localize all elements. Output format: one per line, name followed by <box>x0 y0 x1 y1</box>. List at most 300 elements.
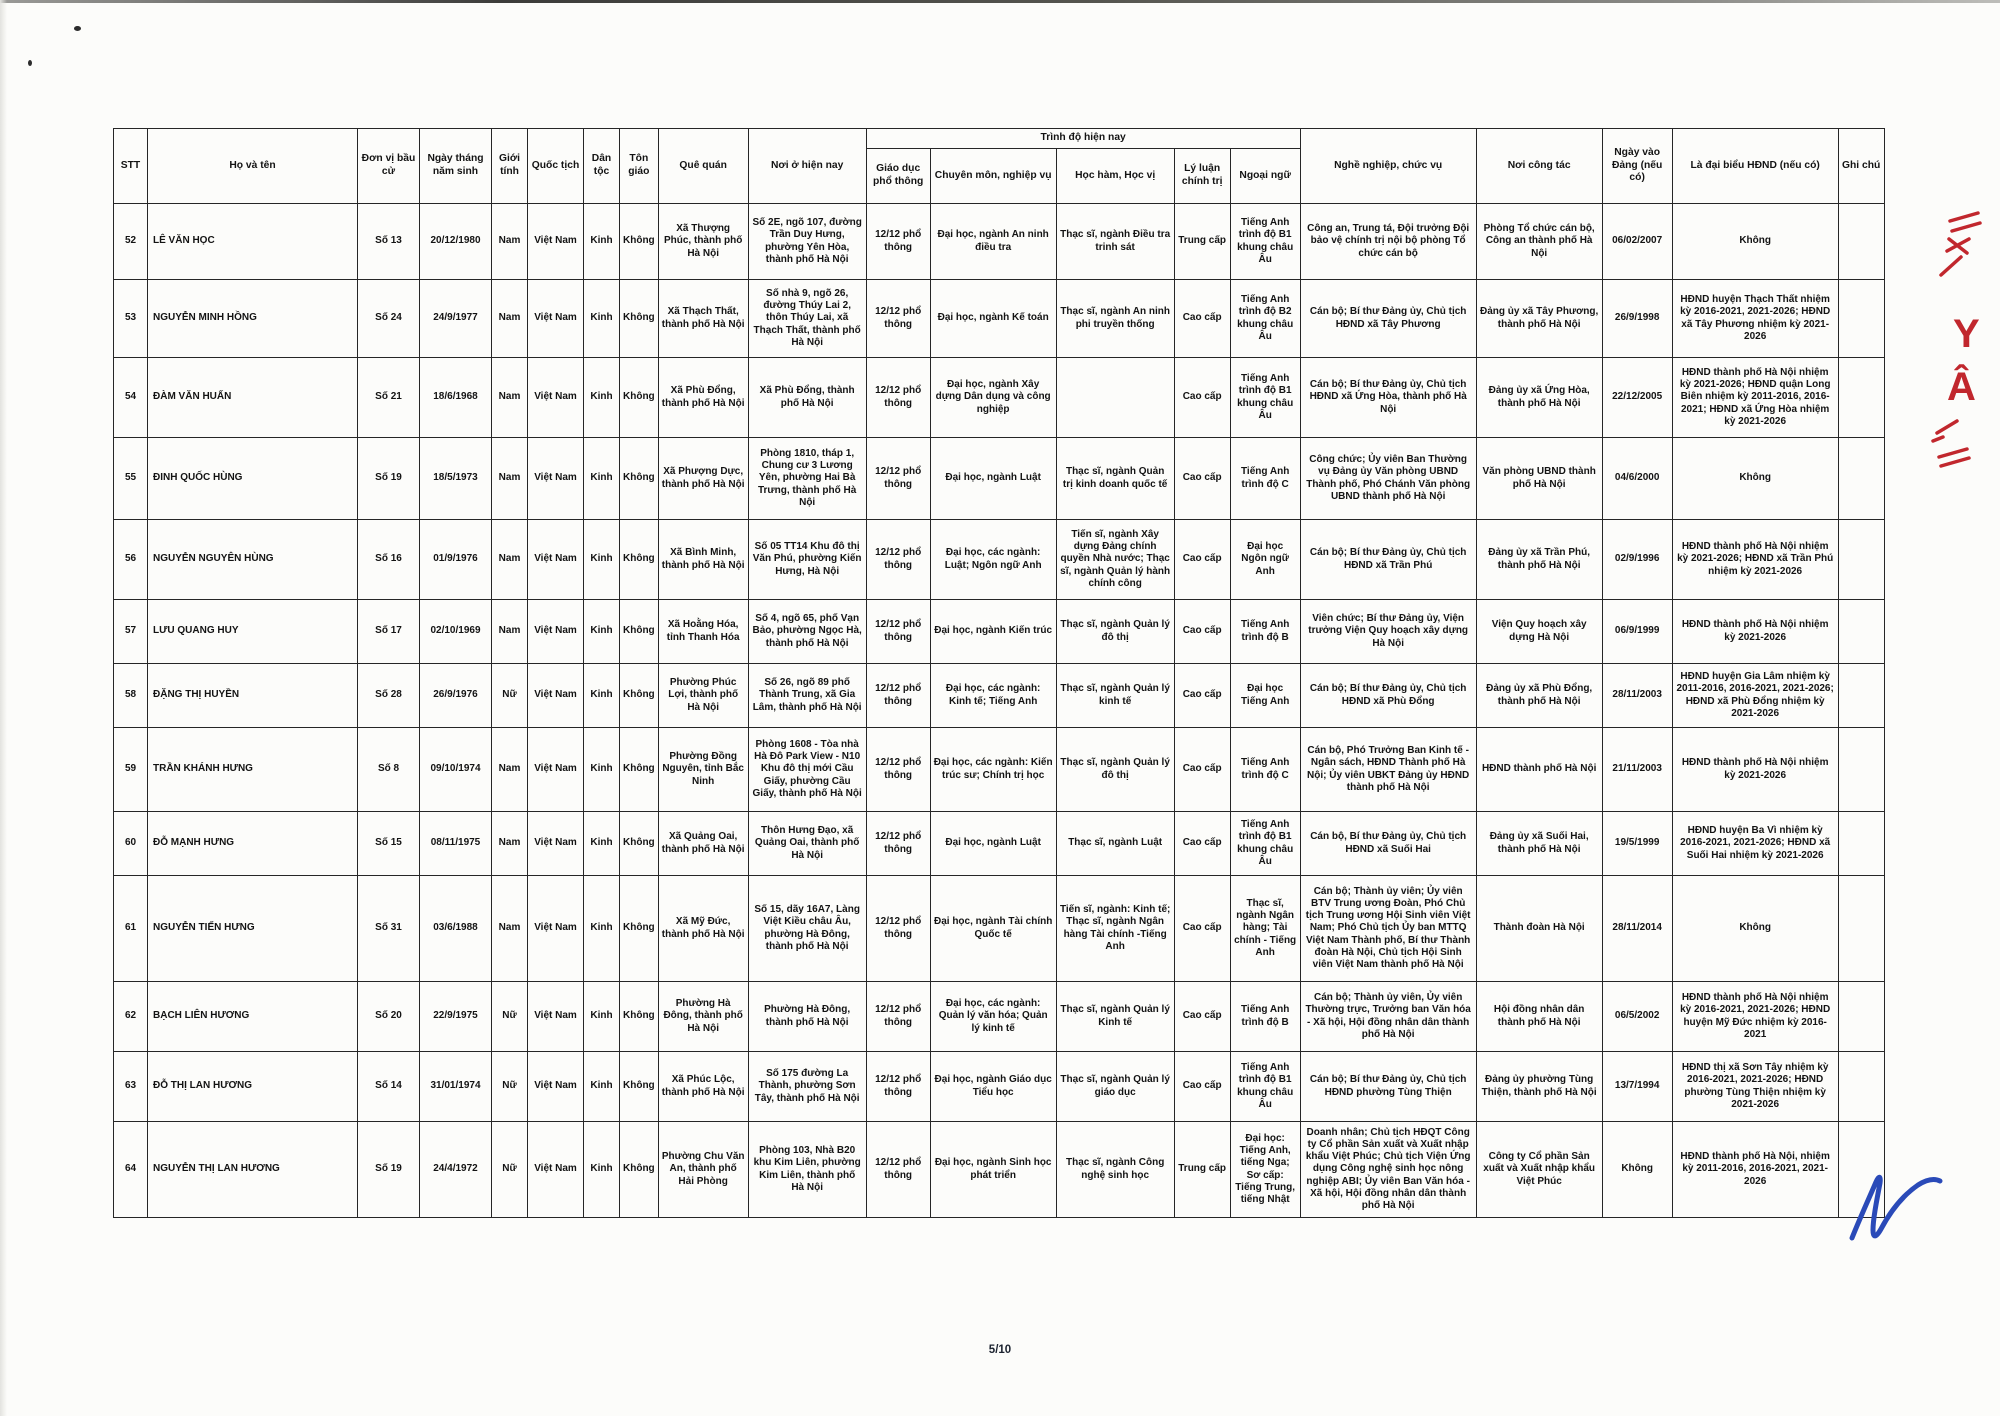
table-cell: Số 17 <box>358 600 420 664</box>
table-cell <box>1838 812 1884 876</box>
table-cell: Phường Hà Đông, thành phố Hà Nội <box>658 982 748 1052</box>
cell-full-name: ĐINH QUỐC HÙNG <box>148 438 358 520</box>
table-cell: Kinh <box>584 280 620 358</box>
table-cell: Số 21 <box>358 358 420 438</box>
table-cell: Nam <box>492 812 528 876</box>
table-cell: Cao cấp <box>1174 600 1230 664</box>
column-subheader: Lý luận chính trị <box>1174 149 1230 204</box>
table-cell: 12/12 phổ thông <box>866 520 930 600</box>
table-cell: Kinh <box>584 204 620 280</box>
table-cell: Thạc sĩ, ngành Ngân hàng; Tài chính - Tiếng Anh <box>1230 876 1300 982</box>
table-cell: Việt Nam <box>528 664 584 728</box>
table-row <box>114 1052 1885 1122</box>
table-row <box>114 982 1885 1052</box>
cell-full-name: NGUYỄN NGUYÊN HÙNG <box>148 520 358 600</box>
table-cell: Nam <box>492 358 528 438</box>
table-cell: Kinh <box>584 438 620 520</box>
table-cell: Cao cấp <box>1174 876 1230 982</box>
column-header: Ngày tháng năm sinh <box>420 129 492 204</box>
table-cell: Số 19 <box>358 1122 420 1218</box>
red-pen-marks <box>1895 195 2000 485</box>
table-cell: Thạc sĩ, ngành Điều tra trinh sát <box>1056 204 1174 280</box>
table-cell: Đại học, ngành Kiến trúc <box>930 600 1056 664</box>
table-row <box>114 438 1885 520</box>
column-header: Tôn giáo <box>620 129 659 204</box>
table-cell: Không <box>620 982 659 1052</box>
table-cell: Cán bộ; Bí thư Đảng ủy, Chủ tịch HĐND xã Trần Phú <box>1300 520 1476 600</box>
table-cell: 57 <box>114 600 148 664</box>
table-cell: Viện Quy hoạch xây dựng Hà Nội <box>1476 600 1602 664</box>
cell-full-name: ĐÀM VĂN HUẤN <box>148 358 358 438</box>
column-header: Dân tộc <box>584 129 620 204</box>
column-header: Họ và tên <box>148 129 358 204</box>
table-cell: Số 24 <box>358 280 420 358</box>
table-cell <box>1838 728 1884 812</box>
table-cell: Đại học, các ngành: Kiến trúc sư; Chính trị học <box>930 728 1056 812</box>
table-cell: 12/12 phổ thông <box>866 664 930 728</box>
table-cell: Cán bộ; Bí thư Đảng ủy, Chủ tịch HĐND xã Ứng Hòa, thành phố Hà Nội <box>1300 358 1476 438</box>
table-cell: Đại học, ngành Luật <box>930 438 1056 520</box>
table-cell: 03/6/1988 <box>420 876 492 982</box>
table-cell: 53 <box>114 280 148 358</box>
cell-full-name: NGUYỄN TIẾN HƯNG <box>148 876 358 982</box>
table-cell: 28/11/2014 <box>1602 876 1672 982</box>
table-cell <box>1838 358 1884 438</box>
table-cell: Cao cấp <box>1174 982 1230 1052</box>
table-cell: Đại học: Tiếng Anh, tiếng Nga; Sơ cấp: Tiếng Trung, tiếng Nhật <box>1230 1122 1300 1218</box>
table-cell: Cao cấp <box>1174 664 1230 728</box>
table-row <box>114 600 1885 664</box>
table-cell: 55 <box>114 438 148 520</box>
scan-speck <box>28 60 32 66</box>
table-cell: 18/6/1968 <box>420 358 492 438</box>
table-cell: HĐND huyện Thạch Thất nhiệm kỳ 2016-2021, 2021-2026; HĐND xã Tây Phương nhiệm kỳ 2021-2026 <box>1672 280 1838 358</box>
table-cell: Cán bộ; Bí thư Đảng ủy, Chủ tịch HĐND phường Tùng Thiện <box>1300 1052 1476 1122</box>
delegates-table <box>113 128 1885 1218</box>
blue-signature-initial <box>1840 1160 1950 1260</box>
table-cell: Phường Phúc Lợi, thành phố Hà Nội <box>658 664 748 728</box>
table-cell: Tiếng Anh trình độ B <box>1230 982 1300 1052</box>
table-cell: HĐND thành phố Hà Nội nhiệm kỳ 2016-2021, 2021-2026; HĐND huyện Mỹ Đức nhiệm kỳ 2016-2021 <box>1672 982 1838 1052</box>
table-cell: Số 26, ngõ 89 phố Thành Trung, xã Gia Lâm, thành phố Hà Nội <box>748 664 866 728</box>
column-group-header: Trình độ hiện nay <box>866 129 1300 149</box>
column-header: Quốc tịch <box>528 129 584 204</box>
table-cell <box>1838 600 1884 664</box>
column-subheader: Chuyên môn, nghiệp vụ <box>930 149 1056 204</box>
scan-shadow-strip <box>0 0 7 1416</box>
table-cell: 52 <box>114 204 148 280</box>
table-cell: HĐND thành phố Hà Nội <box>1476 728 1602 812</box>
cell-full-name: ĐỖ MẠNH HƯNG <box>148 812 358 876</box>
table-cell: Nữ <box>492 664 528 728</box>
red-check-mark <box>1933 437 1943 441</box>
table-cell: 26/9/1998 <box>1602 280 1672 358</box>
table-cell: Không <box>620 520 659 600</box>
table-cell: Nam <box>492 438 528 520</box>
table-cell: 04/6/2000 <box>1602 438 1672 520</box>
table-cell: 18/5/1973 <box>420 438 492 520</box>
table-cell: Kinh <box>584 1122 620 1218</box>
table-cell: HĐND thành phố Hà Nội nhiệm kỳ 2021-2026 <box>1672 728 1838 812</box>
column-header: Là đại biểu HĐND (nếu có) <box>1672 129 1838 204</box>
table-cell: Tiếng Anh trình độ B1 khung châu Âu <box>1230 812 1300 876</box>
table-cell: Việt Nam <box>528 600 584 664</box>
table-cell: 19/5/1999 <box>1602 812 1672 876</box>
red-slash-mark <box>1939 449 1967 457</box>
table-cell: Kinh <box>584 1052 620 1122</box>
table-cell: Nam <box>492 600 528 664</box>
table-cell: Cao cấp <box>1174 280 1230 358</box>
column-header: Đơn vị bầu cử <box>358 129 420 204</box>
table-cell: 12/12 phổ thông <box>866 728 930 812</box>
table-cell: Nam <box>492 280 528 358</box>
table-cell: Việt Nam <box>528 358 584 438</box>
table-cell: Phòng 1608 - Tòa nhà Hà Đô Park View - N10 Khu đô thị mới Cầu Giấy, phường Cầu Giấy, thành phố Hà Nội <box>748 728 866 812</box>
table-cell: 31/01/1974 <box>420 1052 492 1122</box>
table-row <box>114 664 1885 728</box>
table-cell: Việt Nam <box>528 982 584 1052</box>
table-cell: 56 <box>114 520 148 600</box>
table-cell: Tiếng Anh trình độ C <box>1230 438 1300 520</box>
table-cell: Tiếng Anh trình độ C <box>1230 728 1300 812</box>
table-cell: Không <box>1672 876 1838 982</box>
column-header: STT <box>114 129 148 204</box>
table-cell: Thạc sĩ, ngành Công nghệ sinh học <box>1056 1122 1174 1218</box>
table-cell: Công chức; Ủy viên Ban Thường vụ Đảng ủy Văn phòng UBND Thành phố, Phó Chánh Văn phòng UBND thành phố Hà Nội <box>1300 438 1476 520</box>
table-cell: HĐND huyện Gia Lâm nhiệm kỳ 2011-2016, 2016-2021, 2021-2026; HĐND xã Phù Đổng nhiệm kỳ 2021-2026 <box>1672 664 1838 728</box>
table-row <box>114 1122 1885 1218</box>
table-cell: 12/12 phổ thông <box>866 358 930 438</box>
table-row <box>114 728 1885 812</box>
column-header: Ngày vào Đảng (nếu có) <box>1602 129 1672 204</box>
table-cell: 12/12 phổ thông <box>866 1052 930 1122</box>
table-cell: 58 <box>114 664 148 728</box>
table-cell: HĐND thành phố Hà Nội nhiệm kỳ 2021-2026; HĐND quận Long Biên nhiệm kỳ 2011-2016, 2016-2021; HĐND xã Ứng Hòa nhiệm kỳ 2021-2026 <box>1672 358 1838 438</box>
table-cell: 26/9/1976 <box>420 664 492 728</box>
table-cell: Đảng ủy phường Tùng Thiện, thành phố Hà Nội <box>1476 1052 1602 1122</box>
table-cell: Trung cấp <box>1174 1122 1230 1218</box>
table-body <box>114 204 1885 1218</box>
table-cell <box>1056 358 1174 438</box>
red-letter-y: Y <box>1953 312 1980 356</box>
table-cell: Việt Nam <box>528 280 584 358</box>
table-cell: Kinh <box>584 982 620 1052</box>
table-cell: Không <box>1672 438 1838 520</box>
table-cell: Phòng Tổ chức cán bộ, Công an thành phố Hà Nội <box>1476 204 1602 280</box>
table-cell: 61 <box>114 876 148 982</box>
table-header <box>114 129 1885 204</box>
table-cell <box>1838 520 1884 600</box>
column-subheader: Học hàm, Học vị <box>1056 149 1174 204</box>
table-cell: Cán bộ, Bí thư Đảng ủy, Chủ tịch HĐND xã Suối Hai <box>1300 812 1476 876</box>
table-cell: HĐND thành phố Hà Nội, nhiệm kỳ 2011-2016, 2016-2021, 2021-2026 <box>1672 1122 1838 1218</box>
table-cell: Văn phòng UBND thành phố Hà Nội <box>1476 438 1602 520</box>
table-cell: Cán bộ; Bí thư Đảng ủy, Chủ tịch HĐND xã Phù Đổng <box>1300 664 1476 728</box>
table-cell: Đảng ủy xã Tây Phương, thành phố Hà Nội <box>1476 280 1602 358</box>
table-cell: Đảng ủy xã Trần Phú, thành phố Hà Nội <box>1476 520 1602 600</box>
table-cell: Phòng 1810, tháp 1, Chung cư 3 Lương Yên, phường Hai Bà Trưng, thành phố Hà Nội <box>748 438 866 520</box>
scan-speck <box>74 26 81 31</box>
table-cell: Cán bộ, Phó Trưởng Ban Kinh tế - Ngân sách, HĐND Thành phố Hà Nội; Ủy viên UBKT Đảng ủy HĐND thành phố Hà Nội <box>1300 728 1476 812</box>
table-cell: Đại học, các ngành: Kinh tế; Tiếng Anh <box>930 664 1056 728</box>
table-cell: Xã Mỹ Đức, thành phố Hà Nội <box>658 876 748 982</box>
table-cell: HĐND thành phố Hà Nội nhiệm kỳ 2021-2026; HĐND xã Trần Phú nhiệm kỳ 2021-2026 <box>1672 520 1838 600</box>
table-cell: Nam <box>492 204 528 280</box>
table-cell: Xã Phù Đổng, thành phố Hà Nội <box>748 358 866 438</box>
table-cell: 02/9/1996 <box>1602 520 1672 600</box>
table-cell: Tiếng Anh trình độ B <box>1230 600 1300 664</box>
column-header: Quê quán <box>658 129 748 204</box>
page-number: 5/10 <box>988 1344 1012 1356</box>
table-cell: Số 05 TT14 Khu đô thị Văn Phú, phường Kiến Hưng, Hà Nội <box>748 520 866 600</box>
table-cell: Việt Nam <box>528 728 584 812</box>
table-cell: 63 <box>114 1052 148 1122</box>
table-cell: Không <box>620 876 659 982</box>
table-cell: 62 <box>114 982 148 1052</box>
table-cell: Công ty Cổ phần Sản xuất và Xuất nhập khẩu Việt Phúc <box>1476 1122 1602 1218</box>
table-cell: 54 <box>114 358 148 438</box>
table-cell: Trung cấp <box>1174 204 1230 280</box>
cell-full-name: ĐẶNG THỊ HUYỀN <box>148 664 358 728</box>
table-cell: 02/10/1969 <box>420 600 492 664</box>
table-cell: Đại học, các ngành: Luật; Ngôn ngữ Anh <box>930 520 1056 600</box>
table-cell: Xã Hoằng Hóa, tỉnh Thanh Hóa <box>658 600 748 664</box>
table-cell: Kinh <box>584 876 620 982</box>
table-cell <box>1838 204 1884 280</box>
column-header: Giới tính <box>492 129 528 204</box>
table-cell: Xã Phúc Lộc, thành phố Hà Nội <box>658 1052 748 1122</box>
table-cell: Xã Bình Minh, thành phố Hà Nội <box>658 520 748 600</box>
table-row <box>114 204 1885 280</box>
table-cell: Việt Nam <box>528 1052 584 1122</box>
table-cell <box>1838 438 1884 520</box>
table-cell: Đại học, ngành Tài chính Quốc tế <box>930 876 1056 982</box>
table-cell: Số 8 <box>358 728 420 812</box>
table-cell: Việt Nam <box>528 812 584 876</box>
table-cell: Số 13 <box>358 204 420 280</box>
table-cell: Cao cấp <box>1174 812 1230 876</box>
table-cell: Viên chức; Bí thư Đảng ủy, Viện trưởng Viện Quy hoạch xây dựng Hà Nội <box>1300 600 1476 664</box>
table-cell: Đại học, ngành Kế toán <box>930 280 1056 358</box>
table-cell: Số nhà 9, ngõ 26, đường Thúy Lai 2, thôn Thúy Lai, xã Thạch Thất, thành phố Hà Nội <box>748 280 866 358</box>
table-cell: 24/4/1972 <box>420 1122 492 1218</box>
table-cell: Không <box>620 664 659 728</box>
table-cell: Kinh <box>584 664 620 728</box>
table-cell: Nữ <box>492 1122 528 1218</box>
table-cell: Xã Thượng Phúc, thành phố Hà Nội <box>658 204 748 280</box>
table-cell: 08/11/1975 <box>420 812 492 876</box>
table-cell: 06/5/2002 <box>1602 982 1672 1052</box>
table-cell: Phường Đồng Nguyên, tỉnh Bắc Ninh <box>658 728 748 812</box>
table-cell: Thạc sĩ, ngành Quản lý đô thị <box>1056 728 1174 812</box>
table-cell: Nữ <box>492 1052 528 1122</box>
column-header: Nghề nghiệp, chức vụ <box>1300 129 1476 204</box>
table-cell: 22/12/2005 <box>1602 358 1672 438</box>
table-cell <box>1838 876 1884 982</box>
column-header: Ghi chú <box>1838 129 1884 204</box>
table-cell: Cán bộ; Thành ủy viên; Ủy viên BTV Trung ương Đoàn, Phó Chủ tịch Trung ương Hội Sinh viên Việt Nam; Phó Chủ tịch Ủy ban MTTQ Việt Nam Thành phố, Bí thư Thành đoàn Hà Nội, Chủ tịch Hội Sinh viên Việt Nam thành phố Hà Nội <box>1300 876 1476 982</box>
table-cell: Xã Thạch Thất, thành phố Hà Nội <box>658 280 748 358</box>
table-cell: Phòng 103, Nhà B20 khu Kim Liên, phường Kim Liên, thành phố Hà Nội <box>748 1122 866 1218</box>
cell-full-name: LƯU QUANG HUY <box>148 600 358 664</box>
red-slash-mark <box>1941 257 1961 275</box>
table-cell: Không <box>620 600 659 664</box>
scan-edge-artifact <box>0 0 2000 3</box>
table-cell: Đại học Tiếng Anh <box>1230 664 1300 728</box>
table-cell: Tiến sĩ, ngành: Kinh tế; Thạc sĩ, ngành Ngân hàng Tài chính -Tiếng Anh <box>1056 876 1174 982</box>
column-subheader: Ngoại ngữ <box>1230 149 1300 204</box>
table-cell: Đại học, ngành Sinh học phát triển <box>930 1122 1056 1218</box>
table-cell: Số 28 <box>358 664 420 728</box>
table-cell: Tiếng Anh trình độ B1 khung châu Âu <box>1230 204 1300 280</box>
table-cell: Đảng ủy xã Ứng Hòa, thành phố Hà Nội <box>1476 358 1602 438</box>
table-cell: Việt Nam <box>528 438 584 520</box>
table-cell: 28/11/2003 <box>1602 664 1672 728</box>
table-cell: Số 15, dãy 16A7, Làng Việt Kiều châu Âu, phường Hà Đông, thành phố Hà Nội <box>748 876 866 982</box>
table-cell <box>1838 664 1884 728</box>
table-cell: Hội đồng nhân dân thành phố Hà Nội <box>1476 982 1602 1052</box>
table-cell: Việt Nam <box>528 876 584 982</box>
table-cell: Nữ <box>492 982 528 1052</box>
table-cell: Không <box>620 204 659 280</box>
table-cell: Số 4, ngõ 65, phố Vạn Bảo, phường Ngọc Hà, thành phố Hà Nội <box>748 600 866 664</box>
table-cell: Nam <box>492 520 528 600</box>
cell-full-name: ĐỖ THỊ LAN HƯƠNG <box>148 1052 358 1122</box>
table-cell: Thạc sĩ, ngành Quản lý giáo dục <box>1056 1052 1174 1122</box>
column-header: Nơi công tác <box>1476 129 1602 204</box>
table-cell: 01/9/1976 <box>420 520 492 600</box>
table-cell: Cao cấp <box>1174 520 1230 600</box>
table-cell: Xã Quảng Oai, thành phố Hà Nội <box>658 812 748 876</box>
table-cell: 12/12 phổ thông <box>866 280 930 358</box>
red-slash-mark <box>1952 223 1980 231</box>
table-cell: 12/12 phổ thông <box>866 204 930 280</box>
table-cell: Số 175 đường La Thành, phường Sơn Tây, thành phố Hà Nội <box>748 1052 866 1122</box>
cell-full-name: NGUYỄN THỊ LAN HƯƠNG <box>148 1122 358 1218</box>
red-slash-mark <box>1941 458 1969 466</box>
table-row <box>114 520 1885 600</box>
table-row <box>114 812 1885 876</box>
table-cell: Thôn Hưng Đạo, xã Quảng Oai, thành phố Hà Nội <box>748 812 866 876</box>
table-cell: 09/10/1974 <box>420 728 492 812</box>
table-cell: Đại học, ngành Giáo dục Tiểu học <box>930 1052 1056 1122</box>
table-cell: 06/9/1999 <box>1602 600 1672 664</box>
cell-full-name: TRẦN KHÁNH HƯNG <box>148 728 358 812</box>
table-cell: 21/11/2003 <box>1602 728 1672 812</box>
table-cell: Cao cấp <box>1174 1052 1230 1122</box>
table-cell: HĐND thị xã Sơn Tây nhiệm kỳ 2016-2021, 2021-2026; HĐND phường Tùng Thiện nhiệm kỳ 2021-2026 <box>1672 1052 1838 1122</box>
table-cell: Số 19 <box>358 438 420 520</box>
table-cell: HĐND thành phố Hà Nội nhiệm kỳ 2021-2026 <box>1672 600 1838 664</box>
table-cell: Nam <box>492 876 528 982</box>
table-cell: Kinh <box>584 358 620 438</box>
table-cell: Số 20 <box>358 982 420 1052</box>
table-cell: Đảng ủy xã Suối Hai, thành phố Hà Nội <box>1476 812 1602 876</box>
table-cell: Doanh nhân; Chủ tịch HĐQT Công ty Cổ phần Sản xuất và Xuất nhập khẩu Việt Phúc; Chủ tịch Viện Ứng dụng Công nghệ sinh học nông nghiệp ABI; Ủy viên Ban Văn hóa - Xã hội, Hội đồng nhân dân thành phố Hà Nội <box>1300 1122 1476 1218</box>
table-cell: 12/12 phổ thông <box>866 812 930 876</box>
table-cell: 22/9/1975 <box>420 982 492 1052</box>
table-cell: Không <box>620 728 659 812</box>
table-cell: Đại học, ngành Xây dựng Dân dụng và công nghiệp <box>930 358 1056 438</box>
red-check-mark <box>1937 421 1957 433</box>
table-cell: 12/12 phổ thông <box>866 982 930 1052</box>
table-cell: Kinh <box>584 600 620 664</box>
table-cell: Số 2E, ngõ 107, đường Trần Duy Hưng, phường Yên Hòa, thành phố Hà Nội <box>748 204 866 280</box>
table-cell: HĐND huyện Ba Vì nhiệm kỳ 2016-2021, 2021-2026; HĐND xã Suối Hai nhiệm kỳ 2021-2026 <box>1672 812 1838 876</box>
table-cell: 12/12 phổ thông <box>866 1122 930 1218</box>
table-cell: Thạc sĩ, ngành Luật <box>1056 812 1174 876</box>
table-cell: Đại học, các ngành: Quản lý văn hóa; Quản lý kinh tế <box>930 982 1056 1052</box>
table-cell <box>1838 1052 1884 1122</box>
table-cell: Công an, Trung tá, Đội trưởng Đội bảo vệ chính trị nội bộ phòng Tổ chức cán bộ <box>1300 204 1476 280</box>
table-cell: Không <box>620 1052 659 1122</box>
table-cell: Kinh <box>584 728 620 812</box>
table-cell: Số 16 <box>358 520 420 600</box>
table-cell: Việt Nam <box>528 204 584 280</box>
table-cell: Nam <box>492 728 528 812</box>
table-cell: Không <box>620 1122 659 1218</box>
table-cell: 12/12 phổ thông <box>866 876 930 982</box>
table-cell: Thạc sĩ, ngành Quản lý kinh tế <box>1056 664 1174 728</box>
table-row <box>114 358 1885 438</box>
table-cell: Tiếng Anh trình độ B1 khung châu Âu <box>1230 1052 1300 1122</box>
table-cell: Đại học Ngôn ngữ Anh <box>1230 520 1300 600</box>
table-cell: Không <box>620 358 659 438</box>
table-cell: Việt Nam <box>528 1122 584 1218</box>
table-cell: Không <box>620 280 659 358</box>
table-cell: Tiếng Anh trình độ B1 khung châu Âu <box>1230 358 1300 438</box>
table-cell: 12/12 phổ thông <box>866 438 930 520</box>
table-cell: 24/9/1977 <box>420 280 492 358</box>
table-cell: Đại học, ngành An ninh điều tra <box>930 204 1056 280</box>
table-cell: Xã Phượng Dực, thành phố Hà Nội <box>658 438 748 520</box>
table-cell: Tiếng Anh trình độ B2 khung châu Âu <box>1230 280 1300 358</box>
table-cell: Số 15 <box>358 812 420 876</box>
table-cell: Cao cấp <box>1174 358 1230 438</box>
column-subheader: Giáo dục phổ thông <box>866 149 930 204</box>
table-cell: Đại học, ngành Luật <box>930 812 1056 876</box>
table-cell: 13/7/1994 <box>1602 1052 1672 1122</box>
column-header: Nơi ở hiện nay <box>748 129 866 204</box>
table-cell: Kinh <box>584 520 620 600</box>
table-cell: Cao cấp <box>1174 438 1230 520</box>
table-cell: Số 31 <box>358 876 420 982</box>
table-cell: Không <box>1672 204 1838 280</box>
table-row <box>114 876 1885 982</box>
red-slash-mark <box>1950 213 1978 221</box>
table-cell: 12/12 phổ thông <box>866 600 930 664</box>
table-row <box>114 280 1885 358</box>
cell-full-name: NGUYỄN MINH HỒNG <box>148 280 358 358</box>
table-cell: 60 <box>114 812 148 876</box>
table-cell: Thành đoàn Hà Nội <box>1476 876 1602 982</box>
table-cell: Thạc sĩ, ngành Quản trị kinh doanh quốc tế <box>1056 438 1174 520</box>
table-cell: Xã Phù Đổng, thành phố Hà Nội <box>658 358 748 438</box>
table-cell: Phường Hà Đông, thành phố Hà Nội <box>748 982 866 1052</box>
table-cell: 06/02/2007 <box>1602 204 1672 280</box>
table-cell: Không <box>1602 1122 1672 1218</box>
table-cell: Số 14 <box>358 1052 420 1122</box>
table-cell: Phường Chu Văn An, thành phố Hải Phòng <box>658 1122 748 1218</box>
table-cell: Cán bộ; Thành ủy viên, Ủy viên Thường trực, Trưởng ban Văn hóa - Xã hội, Hội đồng nhân dân thành phố Hà Nội <box>1300 982 1476 1052</box>
red-letter-a-circumflex: Â <box>1947 365 1976 409</box>
table-cell: Thạc sĩ, ngành Quản lý Kinh tế <box>1056 982 1174 1052</box>
table-cell <box>1838 982 1884 1052</box>
table-cell: Kinh <box>584 812 620 876</box>
table-cell: 64 <box>114 1122 148 1218</box>
cell-full-name: LÊ VĂN HỌC <box>148 204 358 280</box>
table-cell: Thạc sĩ, ngành Quản lý đô thị <box>1056 600 1174 664</box>
